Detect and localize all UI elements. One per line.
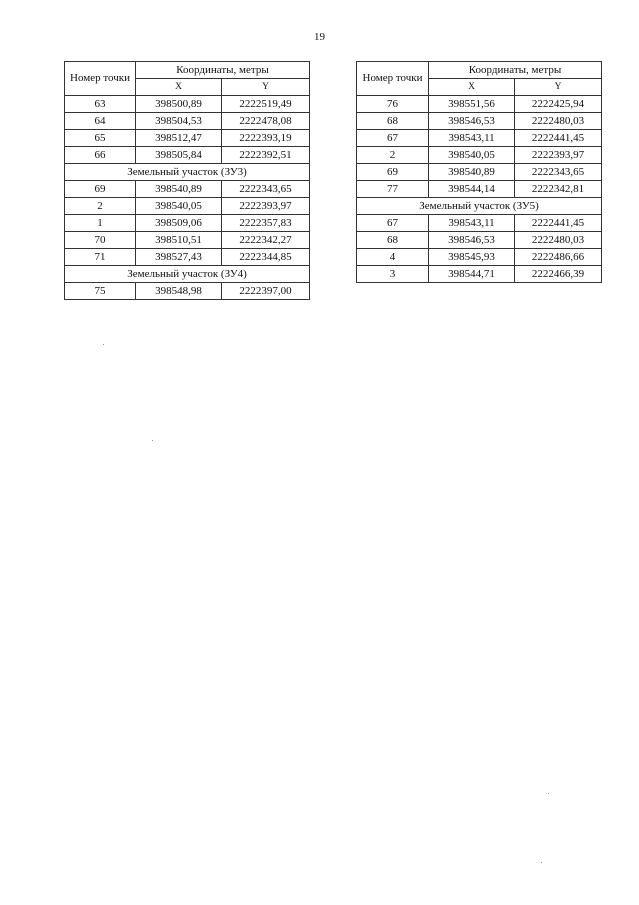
point-number-cell: 67 <box>357 130 429 147</box>
point-number-cell: 2 <box>357 147 429 164</box>
point-number-header: Номер точки <box>65 62 136 96</box>
point-number-cell: 66 <box>65 147 136 164</box>
table-row <box>357 130 602 147</box>
point-number-cell: 76 <box>357 96 429 113</box>
x-coordinate-cell: 398540,05 <box>136 198 222 215</box>
y-coordinate-cell: 2222393,19 <box>222 130 310 147</box>
y-coordinate-cell: 2222344,85 <box>222 249 310 266</box>
table-row <box>357 147 602 164</box>
table-row <box>357 96 602 113</box>
scan-speck <box>103 344 104 345</box>
point-number-cell: 64 <box>65 113 136 130</box>
x-coordinate-cell: 398527,43 <box>136 249 222 266</box>
table-row <box>65 113 310 130</box>
y-coordinate-cell: 2222342,27 <box>222 232 310 249</box>
point-number-cell: 77 <box>357 181 429 198</box>
section-row <box>65 266 310 283</box>
x-coordinate-cell: 398505,84 <box>136 147 222 164</box>
section-row <box>357 198 602 215</box>
coordinates-table-right <box>356 61 602 283</box>
point-number-cell: 1 <box>65 215 136 232</box>
section-label: Земельный участок (ЗУ5) <box>357 198 602 215</box>
x-header: X <box>136 79 222 96</box>
table-row <box>357 249 602 266</box>
x-coordinate-cell: 398540,89 <box>136 181 222 198</box>
x-coordinate-cell: 398546,53 <box>429 232 515 249</box>
x-coordinate-cell: 398543,11 <box>429 130 515 147</box>
point-number-cell: 65 <box>65 130 136 147</box>
coordinates-header: Координаты, метры <box>429 62 602 79</box>
table-row <box>65 96 310 113</box>
y-header: Y <box>222 79 310 96</box>
x-coordinate-cell: 398543,11 <box>429 215 515 232</box>
y-coordinate-cell: 2222480,03 <box>515 113 602 130</box>
x-coordinate-cell: 398510,51 <box>136 232 222 249</box>
point-number-cell: 3 <box>357 266 429 283</box>
y-coordinate-cell: 2222343,65 <box>222 181 310 198</box>
scan-speck <box>548 793 549 794</box>
scan-speck <box>152 440 153 441</box>
y-coordinate-cell: 2222486,66 <box>515 249 602 266</box>
y-coordinate-cell: 2222441,45 <box>515 130 602 147</box>
point-number-cell: 68 <box>357 232 429 249</box>
x-coordinate-cell: 398512,47 <box>136 130 222 147</box>
table-row <box>65 181 310 198</box>
table-row <box>65 215 310 232</box>
y-coordinate-cell: 2222393,97 <box>222 198 310 215</box>
point-number-cell: 75 <box>65 283 136 300</box>
table-row <box>65 198 310 215</box>
table-row <box>357 181 602 198</box>
x-header: X <box>429 79 515 96</box>
y-coordinate-cell: 2222466,39 <box>515 266 602 283</box>
y-coordinate-cell: 2222480,03 <box>515 232 602 249</box>
table-row <box>65 249 310 266</box>
table-row <box>357 215 602 232</box>
page-number: 19 <box>314 31 325 43</box>
point-number-cell: 69 <box>65 181 136 198</box>
coordinates-table-left <box>64 61 310 300</box>
x-coordinate-cell: 398544,14 <box>429 181 515 198</box>
y-coordinate-cell: 2222397,00 <box>222 283 310 300</box>
x-coordinate-cell: 398548,98 <box>136 283 222 300</box>
table-row <box>65 147 310 164</box>
point-number-cell: 4 <box>357 249 429 266</box>
y-coordinate-cell: 2222342,81 <box>515 181 602 198</box>
header-row <box>357 62 602 79</box>
y-coordinate-cell: 2222357,83 <box>222 215 310 232</box>
header-row <box>65 62 310 79</box>
point-number-header: Номер точки <box>357 62 429 96</box>
x-coordinate-cell: 398504,53 <box>136 113 222 130</box>
y-coordinate-cell: 2222519,49 <box>222 96 310 113</box>
table-row <box>357 113 602 130</box>
y-coordinate-cell: 2222425,94 <box>515 96 602 113</box>
x-coordinate-cell: 398500,89 <box>136 96 222 113</box>
table-row <box>65 283 310 300</box>
x-coordinate-cell: 398551,56 <box>429 96 515 113</box>
x-coordinate-cell: 398544,71 <box>429 266 515 283</box>
x-coordinate-cell: 398540,89 <box>429 164 515 181</box>
point-number-cell: 70 <box>65 232 136 249</box>
scan-speck <box>541 862 542 863</box>
point-number-cell: 71 <box>65 249 136 266</box>
y-coordinate-cell: 2222478,08 <box>222 113 310 130</box>
x-coordinate-cell: 398509,06 <box>136 215 222 232</box>
table-row <box>357 232 602 249</box>
point-number-cell: 68 <box>357 113 429 130</box>
y-coordinate-cell: 2222441,45 <box>515 215 602 232</box>
x-coordinate-cell: 398540,05 <box>429 147 515 164</box>
point-number-cell: 67 <box>357 215 429 232</box>
y-header: Y <box>515 79 602 96</box>
coordinates-header: Координаты, метры <box>136 62 310 79</box>
x-coordinate-cell: 398546,53 <box>429 113 515 130</box>
y-coordinate-cell: 2222393,97 <box>515 147 602 164</box>
table-row <box>65 130 310 147</box>
table-row <box>357 164 602 181</box>
section-row <box>65 164 310 181</box>
point-number-cell: 69 <box>357 164 429 181</box>
table-row <box>65 232 310 249</box>
point-number-cell: 63 <box>65 96 136 113</box>
section-label: Земельный участок (ЗУ4) <box>65 266 310 283</box>
point-number-cell: 2 <box>65 198 136 215</box>
table-row <box>357 266 602 283</box>
section-label: Земельный участок (ЗУ3) <box>65 164 310 181</box>
y-coordinate-cell: 2222392,51 <box>222 147 310 164</box>
y-coordinate-cell: 2222343,65 <box>515 164 602 181</box>
x-coordinate-cell: 398545,93 <box>429 249 515 266</box>
